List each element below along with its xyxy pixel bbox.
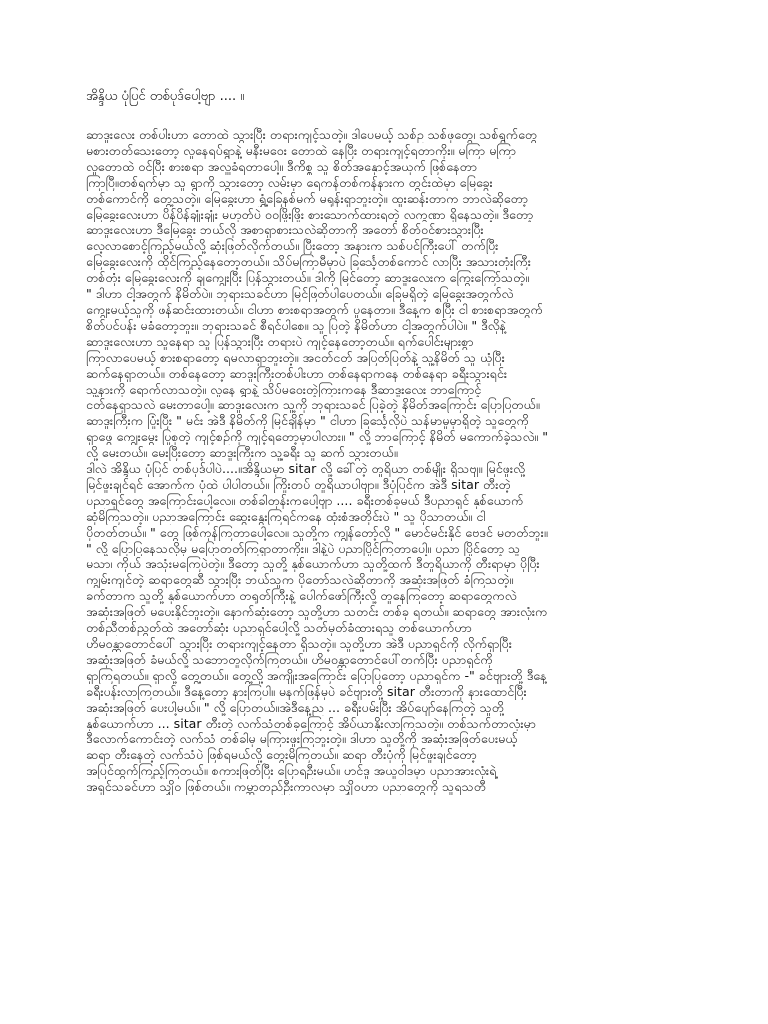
text-line: ပညာရှင်တွေ အကြောင်းပေါ့လေ။ တစ်ခါတုန်းကပေါ့ဗျာ .... ခရီးတစ်ခုမယ် ဒီပညာရှင် နှစ်ယောက် xyxy=(86,492,524,508)
text-line: တစ်ကောင်ကို တွေ့သတဲ့။ မြေခွေးဟာ ရွှံ့ခြေနစ်မက် မရုန်းရှာဘူးတဲ့။ ထူးဆန်းတာက ဘာလဲဆိုတော့ xyxy=(86,190,529,206)
text-line: ဒါလဲ အိန္ဒိယ ပုံပြင် တစ်ပုဒ်ပါပဲ....။အိန္ဒိယမှာ sitar လို့ ခေါ်တဲ့ တူရိယာ တစ်မျိုး ရှိသဗျ။ မြင်ဖူးလို့ xyxy=(86,461,525,477)
text-line: ကြာပြီ။တစ်ရက်မှာ သူ ရွာကို သွားတော့ လမ်းမှာ ရေကန်တစ်ကန်နားက တွင်းထဲမှာ မြေခွေး xyxy=(86,174,493,190)
text-line: ပိုတတ်တယ်။ " တွေ ဖြစ်ကုန်ကြတာပေါ့လေ။ သူတို့က ကျွန်တော့်လို " မောင်မင်းနိုင် ဗေဒင် မတတ်ဘူး။ xyxy=(86,524,548,540)
text-line: အဆုံးအဖြတ် မပေးနိုင်ဘူးတဲ့။ နောက်ဆုံးတော့ သူတို့ဟာ သတင်း တစ်ခု ရတယ်။ ဆရာတွေ အားလုံးက xyxy=(86,604,548,620)
text-line: ဆာဒူးလေးဟာ ဒီမြေခွေး ဘယ်လို အစာရှာစားသလဲဆိုတာကို အတော် စိတ်ဝင်စားသွားပြီး xyxy=(86,222,484,238)
text-line: ဒီလောက်ကောင်းတဲ့ လက်သံ တစ်ခါမှ မကြားဖူးကြဘူးတဲ့။ ဒါဟာ သူတို့ကို အဆုံးအဖြတ်ပေးမယ့် xyxy=(86,731,518,747)
text-line: မသာ၊ ကိုယ် အသုံးမကြေပဲတဲ့။ ဒီတော့ သူတို့ နှစ်ယောက်ဟာ သူတို့ထက် ဒီတူရိယာကို တီးရာမှာ ပိုပြီး xyxy=(86,556,540,572)
text-line: ရှာကြရတယ်။ ရှာလို့ တွေ့တယ်။ တွေ့လို့ အကျိုးအကြောင်း ပြောပြတော့ ပညာရှင်က -" ခင်ဗျားတို့ ဒီနေ့ xyxy=(86,667,547,683)
text-line: မြင်ဖူးချင်ရင် အောက်က ပုံထဲ ပါပါတယ်။ ကြိုးတပ် တူရိယာပါဗျာ။ ဒီပုံပြင်က အဲဒီ sitar တီးတဲ့ xyxy=(86,476,511,492)
text-line: ခက်တာက သူတို့ နှစ်ယောက်ဟာ တရုတ်ကြီးနဲ့ ပေါက်ဖော်ကြီးလို့ တူနေကြတော့ ဆရာတွေကလဲ xyxy=(86,588,517,604)
text-line: ဆက်နေရှာတယ်။ တစ်နေတော့ ဆာဒူးကြီးတစ်ပါးဟာ တစ်နေရာကနေ တစ်နေရာ ခရီးသွားရင်း xyxy=(86,365,508,381)
text-line: " လို့ ပြောပြနေသလိုမှ မပြောတတ်ကြရှာတာကိုး။ ဒါနဲ့ပဲ ပညာပြိုင်ကြတာပေါ့။ ပညာ ပြိုင်တော့ သူ xyxy=(86,540,521,556)
text-line: ဆာဒူးလေး တစ်ပါးဟာ တောထဲ သွားပြီး တရားကျင့်သတဲ့။ ဒါပေမယ့် သစ်ဥ သစ်ဖုတွေ၊ သစ်ရွက်တွေ xyxy=(86,127,538,142)
text-line: ခရီးပန်းလာကြတယ်။ ဒီနေ့တော့ နားကြပါ။ မနက်ဖြန်မှပဲ ခင်ဗျားတို့ sitar တီးတာကို နားထောင်ပြီး xyxy=(86,683,527,699)
text-line: ရှာဖွေ ကျွေးမွေး ပြုစုတဲ့ ကျင့်စဉ်ကို ကျင့်ရတော့မှာပါလား။ " လို့ ဘာကြောင့် နိမိတ် မကောက်ခဲ့သလဲ။ " xyxy=(86,429,549,445)
text-line: သူ့နားကို ရောက်လာသတဲ့။ လူနေ ရွာနဲ့ သိပ်မဝေးတဲ့ကြားကနေ ဒီဆာဒူးလေး ဘာကြောင့် xyxy=(86,381,482,397)
text-line: မြေခွေးလေးကို ထိုင်ကြည့်နေတော့တယ်။ သိပ်မကြာမီမှာပဲ ခြင်္သေ့တစ်ကောင် လာပြီး အသားတုံးကြီး xyxy=(86,254,531,270)
text-line: လေ့လာစောင့်ကြည့်မယ်လို့ ဆုံးဖြတ်လိုက်တယ်။ ပြီးတော့ အနားက သစ်ပင်ကြီးပေါ် တက်ပြီး xyxy=(86,238,499,254)
text-line: ဆုံမိကြသတဲ့။ ပညာအကြောင်း ဆွေးနွေးကြရင်ကနေ ထုံးစံအတိုင်းပဲ " သူ ပိုသာတယ်။ ငါ xyxy=(86,508,486,524)
document-body xyxy=(86,127,688,795)
text-line: မစားတတ်သေးတော့ လူနေရပ်ရွာနဲ့ မနီးမဝေး တောထဲ နေပြီး တရားကျင့်ရတာကိုး။ မကြာ မကြာ xyxy=(86,142,517,158)
text-line: အဆုံးအဖြတ် ခံမယ်လို့ သဘောတူလိုက်ကြတယ်။ ဟိမဝန္တာတောင်ပေါ်တက်ပြီး ပညာရှင်ကို xyxy=(86,651,493,667)
text-line: လူတောထဲ ဝင်ပြီး စားစရာ အလှူခံရတာပေါ့။ ဒီကိစ္စ သူ စိတ်အနှောင့်အယှက် ဖြစ်နေတာ xyxy=(86,158,478,174)
text-line: ဆာဒူးလေးဟာ သူနေရာ သူ ပြန်သွားပြီး တရားပဲ ကျင့်နေတော့တယ်။ ရက်ပေါင်းများစွာ xyxy=(86,333,474,349)
text-line: မြေခွေးလေးဟာ ပိန်ပိန်ချုံးချုံး မဟုတ်ပဲ ဝဝဖြိုးဖြိုး စားသောက်ထားရတဲ့ လက္ခဏာ ရှိနေသတဲ့။ ဒီတော့ xyxy=(86,206,534,222)
document-title: အိန္ဒိယ ပုံပြင် တစ်ပုဒ်ပေါ့ဗျာ .... ။ xyxy=(86,89,245,104)
text-line: ဆရာ တီးနေတဲ့ လက်သံပဲ ဖြစ်ရမယ်လို့ တွေးမိကြတယ်။ ဆရာ တီးပုံကို မြင်ဖူးချင်တော့ xyxy=(86,747,477,763)
text-line: လို့ မေးတယ်။ မေးပြီးတော့ ဆာဒူးကြီးက သူ့ခရီး သူ ဆက် သွားတယ်။ xyxy=(86,445,398,461)
text-line: ကြာလာပေမယ့် စားစရာတော့ ရမလာရှာဘူးတဲ့။ အငတ်ငတ် အပြတ်ပြတ်နဲ့ သူ့နိမိတ် သူ ယုံပြီး xyxy=(86,349,505,365)
text-line: ငတ်နေရှာသလဲ မေးတာပေါ့။ ဆာဒူးလေးက သူ့ကို ဘုရားသခင် ပြခဲ့တဲ့ နိမိတ်အကြောင်း ပြောပြတယ်။ xyxy=(86,397,540,413)
text-line: စိတ်ပင်ပန်း မခံတော့ဘူး။ ဘုရားသခင် စီရင်ပါစေ။ သူ ပြတဲ့ နိမိတ်ဟာ ငါ့အတွက်ပါပဲ။ " ဒီလိုနဲ့ xyxy=(86,317,507,333)
text-line: ကျွမ်းကျင်တဲ့ ဆရာတွေဆီ သွားပြီး ဘယ်သူက ပိုတော်သလဲဆိုတာကို အဆုံးအဖြတ် ခံကြသတဲ့။ xyxy=(86,572,514,588)
text-line: ကျွေးမယ့်သူကို ဖန်ဆင်းထားတယ်။ ငါဟာ စားစရာအတွက် ပူနေတာ။ ဒီနေ့က စပြီး ငါ စားစရာအတွက် xyxy=(86,301,543,317)
text-line: တစ်ညီတစ်ညွတ်ထဲ အတော်ဆုံး ပညာရှင်ပေါ့လို့ သတ်မှတ်ခံထားရသူ တစ်ယောက်ဟာ xyxy=(86,620,472,636)
text-line: တစ်တုံး မြေခွေးလေးကို ချကျွေးပြီး ပြန်သွားတယ်။ ဒါကို မြင်တော့ ဆာဒူးလေးက ကြွေးကြော်သတဲ့။ xyxy=(86,270,530,286)
text-line: " ဒါဟာ ငါ့အတွက် နိမိတ်ပဲ။ ဘုရားသခင်ဟာ မြင်ဖြတ်ပါပေတယ်။ ခြေမရှိတဲ့ မြေခွေးအတွက်လဲ xyxy=(86,286,514,302)
text-line: အဆုံးအဖြတ် ပေးပါ့မယ်။ " လို့ ပြောတယ်။အဲဒီနေ့ည ... ခရီးပမ်းပြီး အိပ်ပျော်နေကြတဲ့ သူတို့ xyxy=(86,699,505,715)
text-line: ဟိမဝန္တာတောင်ပေါ် သွားပြီး တရားကျင့်နေတာ ရှိသတဲ့။ သူတို့ဟာ အဲဒီ ပညာရှင်ကို လိုက်ရှာပြီး xyxy=(86,636,512,651)
text-line: နှစ်ယောက်ဟာ ... sitar တီးတဲ့ လက်သံတစ်ခုကြောင့် အိပ်ယာနိုးလာကြသတဲ့။ တစ်သက်တာလုံးမှာ xyxy=(86,715,536,731)
text-line: အပြင်ထွက်ကြည့်ကြတယ်။ စကားဖြတ်ပြီး ပြောရဦးမယ်။ ဟင်ဒူ အယူဝါဒမှာ ပညာအားလုံးရဲ့ xyxy=(86,763,497,779)
text-line: အရှင်သခင်ဟာ သျှိဝ ဖြစ်တယ်။ ကမ္ဘာတည်ဦးကာလမှာ သျှိဝဟာ ပညာတွေကို သူရသတီ xyxy=(86,779,487,795)
text-line: ဆာဒူးကြီးက ပြုံးပြီး " မင်း အဲဒီ နိမိတ်ကို မြင်ချိန်မှာ " ငါဟာ ခြင်္သေ့လိုပဲ သန်မာမှုမှာရှိတဲ့ သူတွေကို xyxy=(86,413,529,429)
